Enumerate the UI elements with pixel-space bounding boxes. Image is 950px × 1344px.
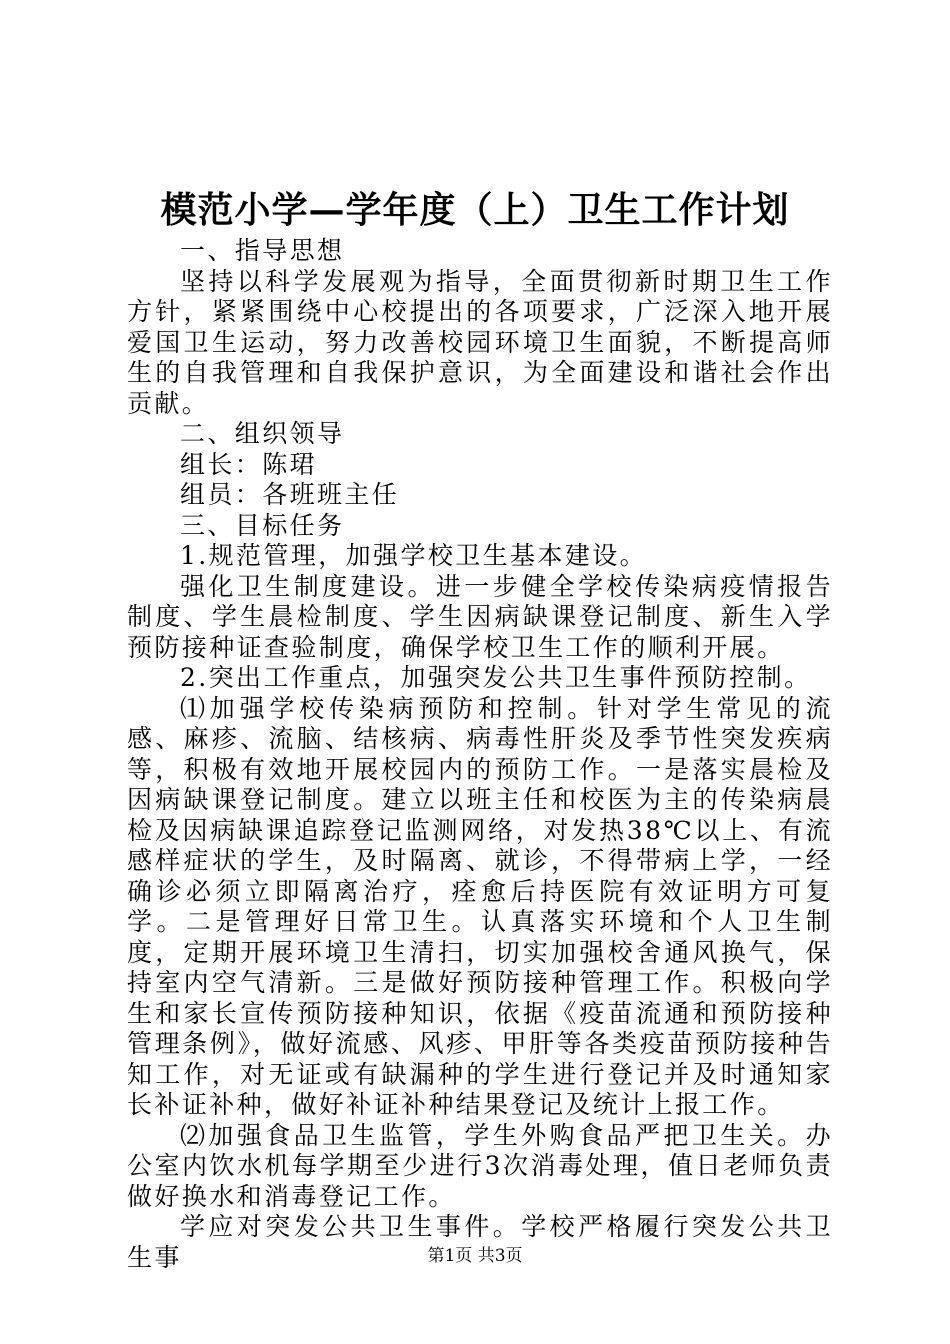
paragraph-team-leader: 组长：陈珺 bbox=[180, 449, 318, 479]
section-heading-organization: 二、组织领导 bbox=[180, 419, 345, 448]
page-footer: 第1页 共3页 bbox=[427, 1246, 523, 1266]
paragraph-guiding-ideology: 坚持以科学发展观为指导，全面贯彻新时期卫生工作方针，紧紧围绕中心校提出的各项要求，广泛深入地开展爱国卫生运动，努力改善校园环境卫生面貌，不断提高师生的自我管理和自我保护意识，为全面建设和谐社会作出贡献。 bbox=[127, 266, 833, 418]
section-heading-guiding-ideology: 一、指导思想 bbox=[180, 236, 345, 265]
document-title: 模范小学—学年度（上）卫生工作计划 bbox=[160, 189, 790, 231]
paragraph-infectious-disease: ⑴加强学校传染病预防和控制。针对学生常见的流感、麻疹、流脑、结核病、病毒性肝炎及季节性突发疾病等，积极有效地开展校园内的预防工作。一是落实晨检及因病缺课登记制度。建立以班主任和校医为主的传染病晨检及因病缺课追踪登记监测网络，对发热38℃以上、有流感样症状的学生，及时隔离、就诊，不得带病上学，一经确诊必须立即隔离治疗，痊愈后持医院有效证明方可复学。二是管理好日常卫生。认真落实环境和个人卫生制度，定期开展环境卫生清扫，切实加强校舍通风换气，保持室内空气清新。三是做好预防接种管理工作。积极向学生和家长宣传预防接种知识，依据《疫苗流通和预防接种管理条例》，做好流感、风疹、甲肝等各类疫苗预防接种告知工作，对无证或有缺漏种的学生进行登记并及时通知家长补证补种，做好补证补种结果登记及统计上报工作。 bbox=[127, 693, 833, 1119]
paragraph-food-hygiene: ⑵加强食品卫生监管，学生外购食品严把卫生关。办公室内饮水机每学期至少进行3次消毒处理，值日老师负责做好换水和消毒登记工作。 bbox=[127, 1120, 833, 1211]
subheading-standard-management: 1.规范管理，加强学校卫生基本建设。 bbox=[180, 541, 648, 570]
paragraph-team-members: 组员：各班班主任 bbox=[180, 480, 400, 509]
subheading-key-work: 2.突出工作重点，加强突发公共卫生事件预防控制。 bbox=[180, 663, 812, 692]
paragraph-emergency-response: 学应对突发公共卫生事件。学校严格履行突发公共卫生事 bbox=[127, 1212, 833, 1272]
document-body bbox=[127, 236, 833, 1273]
section-heading-goals: 三、目标任务 bbox=[180, 510, 345, 540]
paragraph-system-building: 强化卫生制度建设。进一步健全学校传染病疫情报告制度、学生晨检制度、学生因病缺课登记制度、新生入学预防接种证查验制度，确保学校卫生工作的顺利开展。 bbox=[127, 571, 833, 662]
